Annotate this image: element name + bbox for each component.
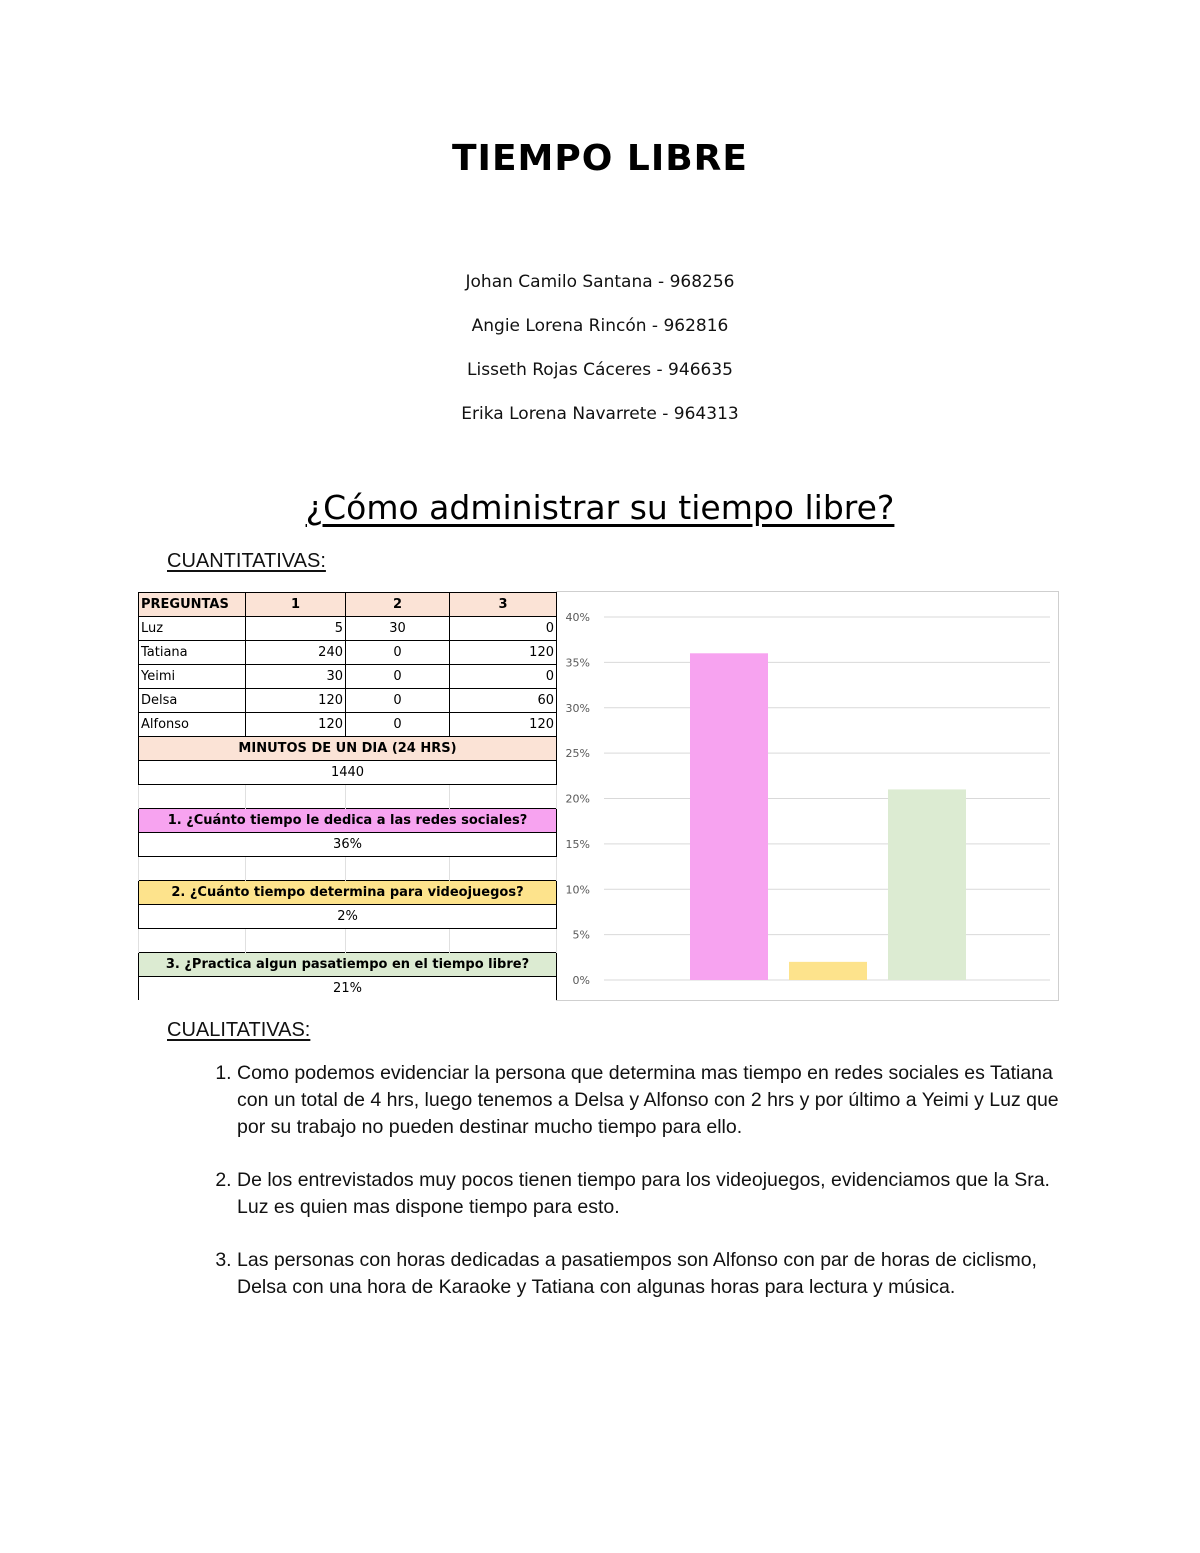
document-subtitle: ¿Cómo administrar su tiempo libre? [305, 488, 895, 527]
table-header: PREGUNTAS [139, 593, 246, 617]
table-row [139, 713, 557, 737]
qualitative-heading: CUALITATIVAS: [167, 1019, 311, 1041]
table-cell: 0 [346, 713, 450, 737]
table-cell: 0 [346, 641, 450, 665]
table-row [139, 953, 557, 977]
y-tick-label: 30% [565, 701, 590, 715]
bar-2 [789, 962, 867, 980]
table-row [139, 833, 557, 857]
table-header: 1 [246, 593, 346, 617]
question-1-value: 36% [139, 833, 557, 857]
table-row [139, 737, 557, 761]
table-cell: 120 [450, 641, 557, 665]
bar-3 [888, 789, 966, 980]
table-cell: 120 [246, 713, 346, 737]
y-tick-label: 0% [572, 974, 590, 987]
question-2-label: 2. ¿Cuánto tiempo determina para videojuegos? [139, 881, 557, 905]
author-line: Angie Lorena Rincón - 962816 [471, 316, 729, 336]
bar-1 [690, 653, 768, 980]
question-1-label: 1. ¿Cuánto tiempo le dedica a las redes sociales? [139, 809, 557, 833]
table-row [139, 641, 557, 665]
table-row [139, 689, 557, 713]
qualitative-list [200, 1060, 1077, 1327]
question-2-value: 2% [139, 905, 557, 929]
table-cell: Yeimi [139, 665, 246, 689]
bar-chart-svg [556, 592, 1058, 1000]
author-line: Erika Lorena Navarrete - 964313 [461, 404, 739, 424]
minutes-label: MINUTOS DE UN DIA (24 HRS) [139, 737, 557, 761]
author-line: Lisseth Rojas Cáceres - 946635 [467, 360, 733, 380]
table-cell: 0 [450, 665, 557, 689]
table-cell: Delsa [139, 689, 246, 713]
table-cell: 0 [346, 665, 450, 689]
table-row [139, 881, 557, 905]
y-tick-label: 10% [565, 883, 590, 897]
table-row [139, 809, 557, 833]
minutes-value: 1440 [139, 761, 557, 785]
table-cell: 60 [450, 689, 557, 713]
table-cell: 30 [246, 665, 346, 689]
table-cell: Tatiana [139, 641, 246, 665]
table-row [139, 665, 557, 689]
y-tick-label: 5% [572, 928, 590, 942]
table-row [139, 905, 557, 929]
list-item: 1. Como podemos evidenciar la persona que determina mas tiempo en redes sociales es Tatiana con un total de 4 hrs, luego tenemos a Delsa y Alfonso con 2 hrs y por último a Yeimi y Luz que por su trabajo no pueden destinar mucho tiempo para ello. [237, 1060, 1077, 1141]
table-cell: 240 [246, 641, 346, 665]
table-cell: 0 [346, 689, 450, 713]
author-line: Johan Camilo Santana - 968256 [465, 272, 735, 292]
bar-chart [556, 591, 1059, 1001]
y-tick-label: 25% [565, 747, 590, 761]
table-cell: 120 [450, 713, 557, 737]
table-row [139, 761, 557, 785]
table-spacer-row [139, 785, 557, 809]
quantitative-heading: CUANTITATIVAS: [167, 550, 326, 572]
table-cell: 30 [346, 617, 450, 641]
survey-table [138, 592, 557, 1000]
table-cell: 5 [246, 617, 346, 641]
table-spacer-row [139, 857, 557, 881]
table-row [139, 977, 557, 1001]
y-tick-label: 40% [565, 611, 590, 624]
table-row [139, 617, 557, 641]
table-cell: Alfonso [139, 713, 246, 737]
question-3-value: 21% [139, 977, 557, 1001]
table-header: 2 [346, 593, 450, 617]
document-title: TIEMPO LIBRE [452, 138, 748, 179]
list-item: 2. De los entrevistados muy pocos tienen tiempo para los videojuegos, evidenciamos que la Sra. Luz es quien mas dispone tiempo para esto. [237, 1167, 1077, 1221]
table-cell: 120 [246, 689, 346, 713]
table-cell: Luz [139, 617, 246, 641]
question-3-label: 3. ¿Practica algun pasatiempo en el tiempo libre? [139, 953, 557, 977]
table-header-row [139, 593, 557, 617]
y-tick-label: 20% [565, 792, 590, 806]
table-cell: 0 [450, 617, 557, 641]
y-tick-label: 35% [565, 656, 590, 670]
table-header: 3 [450, 593, 557, 617]
y-tick-label: 15% [565, 837, 590, 851]
table-spacer-row [139, 929, 557, 953]
list-item: 3. Las personas con horas dedicadas a pasatiempos son Alfonso con par de horas de ciclismo, Delsa con una hora de Karaoke y Tatiana con algunas horas para lectura y música. [237, 1247, 1077, 1301]
